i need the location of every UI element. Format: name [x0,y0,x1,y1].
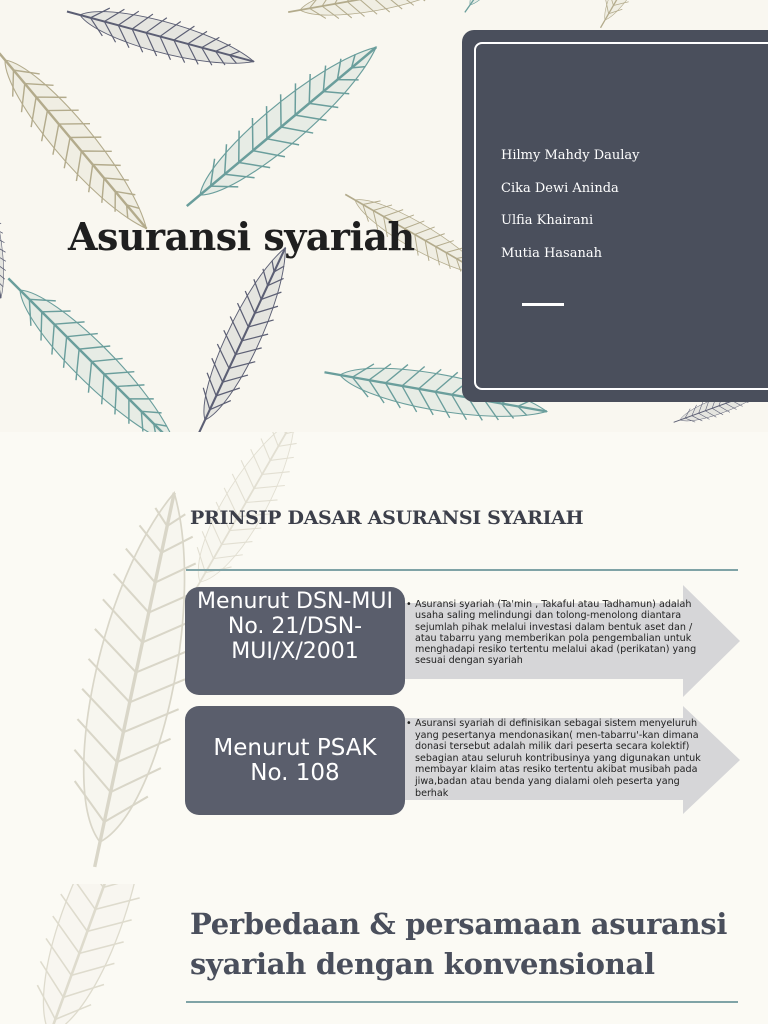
definition-row [185,585,740,699]
author-name: Mutia Hasanah [501,245,602,261]
authors-panel [462,30,768,402]
accent-line [522,303,564,306]
authors-list [501,148,640,278]
section-title: PRINSIP DASAR ASURANSI SYARIAH [190,507,584,529]
title-underline [186,1001,738,1003]
definition-bullet: • Asuransi syariah (Ta'min , Takaful atau Tadhamun) adalah usaha saling melindungi dan tolong-menolong diantara sejumlah pihak melalui investasi dalam bentuk aset dan / atau tabarru yang memberikan pola pengembalian untuk menghadapi resiko tertentu melalui akad (perikatan) yang sesuai dengan syariah [415,599,705,667]
author-name: Hilmy Mahdy Daulay [501,148,640,163]
title-slide [0,0,768,432]
panel-frame [474,42,768,390]
title-underline [186,569,738,571]
author-name: Cika Dewi Aninda [501,180,619,196]
comparison-title: Perbedaan & persamaan asuransi syariah dengan konvensional [190,907,728,981]
definition-text [405,718,705,799]
principles-slide [0,432,768,884]
comparison-slide [0,884,768,1024]
definition-bullet: • Asuransi syariah di definisikan sebagai sistem menyeluruh yang pesertanya mendonasikan( men-tabarru'-kan dimana donasi tersebut adalah milik dari peserta secara kolektif) sebagian atau seluruh kontribusinya yang digunakan untuk membayar klaim atas resiko tertentu akibat musibah pada jiwa,badan atau benda yang dialami oleh peserta yang berhak [415,718,705,799]
definition-row [185,706,740,818]
author-name: Ulfia Khairani [501,213,594,228]
presentation-title: Asuransi syariah [68,214,415,259]
definition-source-box: Menurut PSAK No. 108 [185,706,405,815]
definition-source-box: Menurut DSN-MUI No. 21/DSN-MUI/X/2001 [185,587,405,695]
definition-text [405,599,705,667]
